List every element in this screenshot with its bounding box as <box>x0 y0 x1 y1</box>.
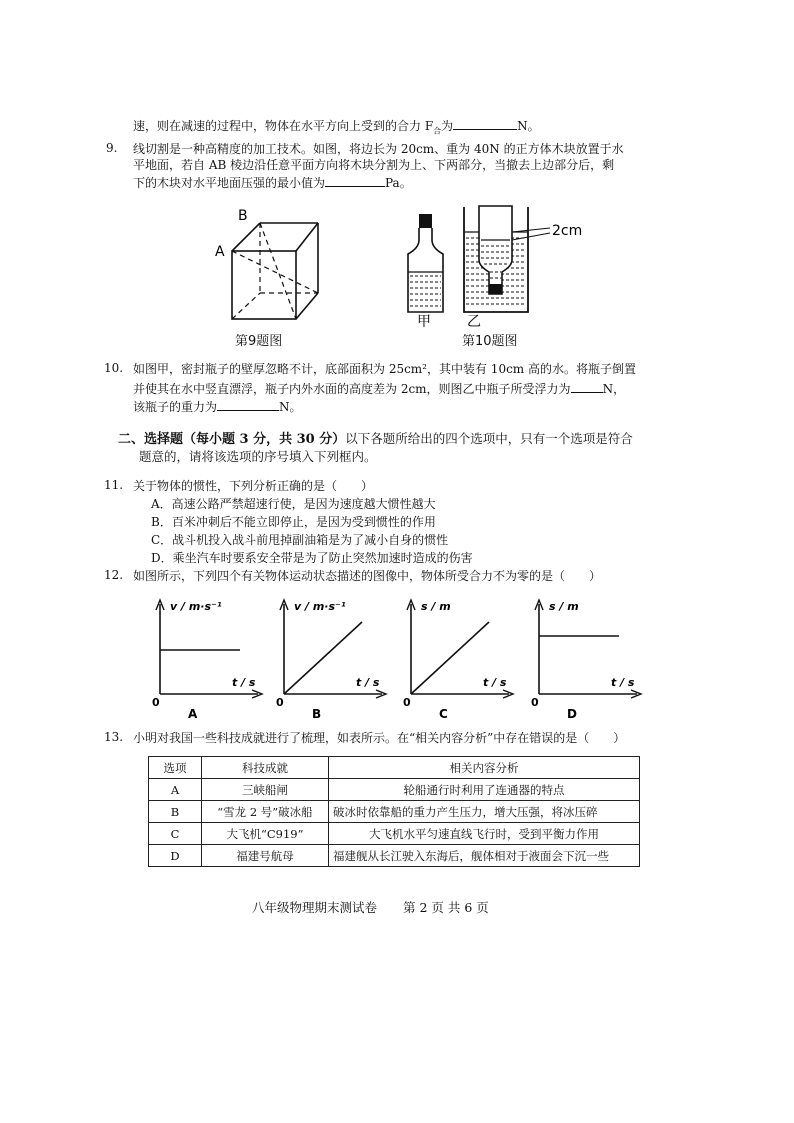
q10-line2: 并使其在水中竖直漂浮，瓶子内外水面的高度差为 2cm，则图乙中瓶子所受浮力为 N， <box>133 382 626 396</box>
graph-line <box>411 622 489 694</box>
footer-title: 八年级物理期末测试卷 <box>252 900 378 915</box>
table-row: C 大飞机“C919” 大飞机水平匀速直线飞行时，受到平衡力作用 <box>149 823 640 845</box>
q10-line1: 如图甲，密封瓶子的壁厚忽略不计，底部面积为 25cm²，其中装有 10cm 高的水。将瓶子倒置 <box>133 362 636 376</box>
label-jia: 甲 <box>417 314 431 328</box>
q9-line3: 下的木块对水平地面压强的最小值为 Pa。 <box>133 176 412 190</box>
q12-number: 12. <box>104 568 124 582</box>
table-header-row <box>149 757 640 779</box>
origin-label: 0 <box>531 696 539 709</box>
table-row: A 三峡船闸 轮船通行时利用了连通器的特点 <box>149 779 640 801</box>
motion-graph-a <box>152 594 270 720</box>
graph-letter: B <box>312 707 322 720</box>
graph-letter: C <box>439 707 448 720</box>
q9-number: 9. <box>106 141 118 155</box>
header-achievement: 科技成就 <box>202 757 329 779</box>
q11-option-a[interactable]: A．高速公路严禁超速行使，是因为速度越大惯性越大 <box>151 497 436 511</box>
q9-line1: 线切割是一种高精度的加工技术。如图，将边长为 20cm、重为 40N 的正方体木块放置于水 <box>133 142 624 156</box>
q12-stem: 如图所示，下列四个有关物体运动状态描述的图像中，物体所受合力不为零的是（ ） <box>133 569 602 583</box>
y-axis-label: s / m <box>421 600 451 613</box>
q10-number: 10. <box>104 361 124 375</box>
graph-line <box>284 622 362 694</box>
height-label: 2cm <box>552 223 583 239</box>
x-axis-label: t / s <box>356 676 380 689</box>
header-option: 选项 <box>149 757 202 779</box>
q13-stem: 小明对我国一些科技成就进行了梳理，如表所示。在“相关内容分析”中存在错误的是（ ） <box>133 731 626 745</box>
origin-label: 0 <box>276 696 284 709</box>
x-axis-label: t / s <box>483 676 507 689</box>
q9-line2: 平地面，若自 AB 棱边沿任意平面方向将木块分割为上、下两部分，当撤去上边部分后，剩 <box>133 158 615 172</box>
q11-stem: 关于物体的惯性，下列分析正确的是（ ） <box>133 479 374 493</box>
q10-weight-blank[interactable] <box>217 398 279 411</box>
q8-answer-blank[interactable] <box>453 117 517 130</box>
q9-answer-blank[interactable] <box>325 174 385 187</box>
table-row: D 福建号航母 福建舰从长江驶入东海后，舰体相对于液面会下沉一些 <box>149 845 640 867</box>
cube-front-face <box>232 251 296 319</box>
x-axis-label: t / s <box>611 676 635 689</box>
section2-heading: 二、选择题（每小题 3 分，共 30 分）以下各题所给出的四个选项中，只有一个选项是符合 <box>118 431 633 447</box>
y-axis-label: s / m <box>549 600 579 613</box>
q11-option-b[interactable]: B．百米冲刺后不能立即停止，是因为受到惯性的作用 <box>151 515 436 529</box>
table-row: B “雪龙 2 号”破冰船 破冰时依靠船的重力产生压力，增大压强，将冰压碎 <box>149 801 640 823</box>
section2-line2: 题意的，请将该选项的序号填入下列框内。 <box>139 449 377 464</box>
page-footer <box>252 898 489 916</box>
motion-graph-b <box>276 594 394 720</box>
q11-number: 11. <box>104 478 124 492</box>
y-axis-label: v / m·s⁻¹ <box>294 600 346 613</box>
cube-label-a: A <box>215 244 225 260</box>
caption-fig9: 第9题图 <box>235 334 283 349</box>
bottle-yi <box>464 206 582 312</box>
cube-figure <box>210 203 330 328</box>
origin-label: 0 <box>152 696 160 709</box>
caption-fig10: 第10题图 <box>462 334 518 349</box>
q11-option-d[interactable]: D．乘坐汽车时要系安全带是为了防止突然加速时造成的伤害 <box>151 551 473 565</box>
bottle-figure <box>400 202 610 328</box>
cube-edge-ab <box>232 223 260 251</box>
label-yi: 乙 <box>467 314 481 328</box>
origin-label: 0 <box>403 696 411 709</box>
graph-letter: D <box>567 707 577 720</box>
q10-line3: 该瓶子的重力为 N。 <box>133 400 302 414</box>
y-axis-label: v / m·s⁻¹ <box>170 600 222 613</box>
q10-buoyancy-blank[interactable] <box>571 380 603 393</box>
x-axis-label: t / s <box>232 676 256 689</box>
motion-graph-d <box>531 594 649 720</box>
header-analysis: 相关内容分析 <box>329 757 640 779</box>
bottle-jia <box>408 214 443 312</box>
motion-graph-c <box>403 594 521 720</box>
q8-tail-line: 速，则在减速的过程中，物体在水平方向上受到的合力 $F_合$为 N。 <box>133 119 540 136</box>
cube-label-b: B <box>238 208 248 224</box>
footer-page: 第 2 页 共 6 页 <box>402 900 489 915</box>
achievement-table <box>148 756 640 867</box>
graph-letter: A <box>188 707 198 720</box>
q13-number: 13. <box>104 730 124 744</box>
q11-option-c[interactable]: C．战斗机投入战斗前甩掉副油箱是为了减小自身的惯性 <box>151 533 449 547</box>
